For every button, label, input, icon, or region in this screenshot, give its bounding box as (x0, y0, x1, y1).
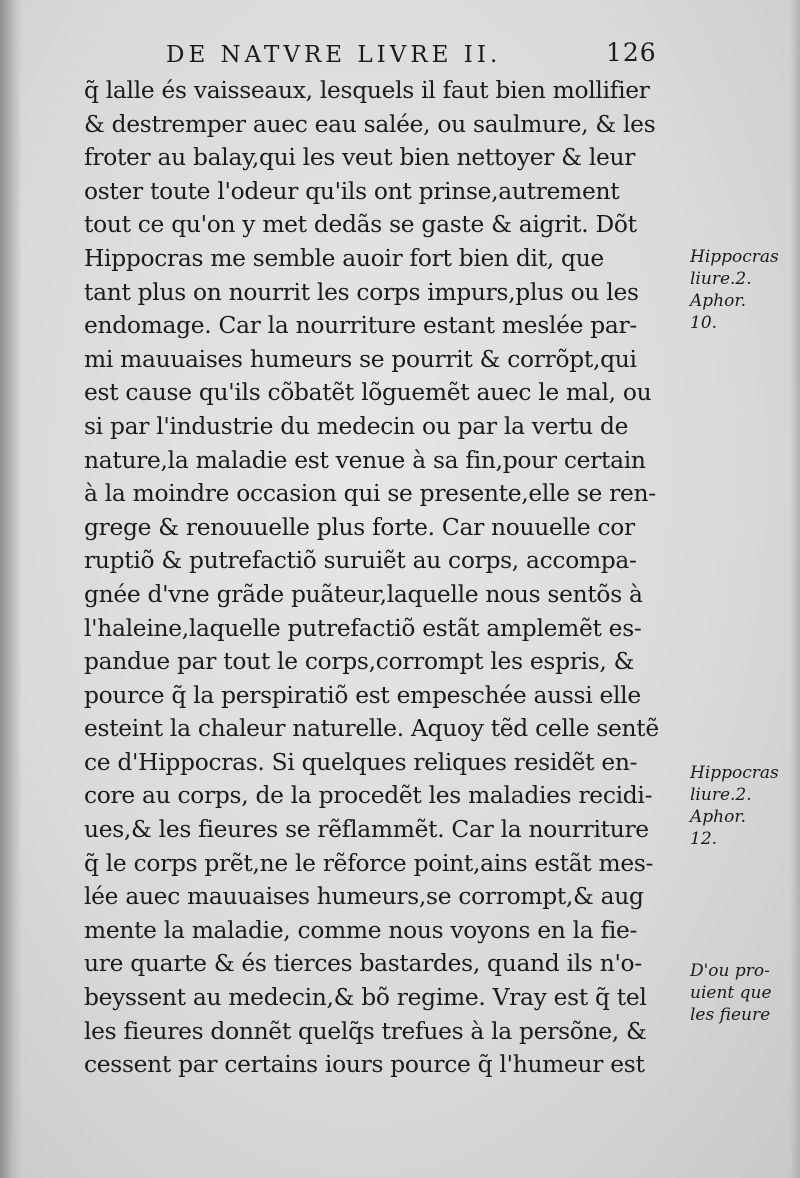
text-line: core au corps, de la procedẽt les maladies recidi- (84, 781, 653, 810)
margin-note-line: uient que (690, 983, 772, 1003)
text-line: l'haleine,laquelle putrefactiõ estãt amplemẽt es- (84, 613, 642, 642)
text-line: nature,la maladie est venue à sa fin,pour certain (84, 445, 646, 474)
text-line: ruptiõ & putrefactiõ suruiẽt au corps, accompa- (84, 546, 637, 575)
running-title: DE NATVRE LIVRE II. (166, 42, 502, 68)
running-header (166, 38, 666, 72)
text-line: cessent par certains iours pource q̃ l'humeur est (84, 1050, 645, 1079)
text-line: ure quarte & és tierces bastardes, quand ils n'o- (84, 949, 642, 978)
text-line: esteint la chaleur naturelle. Aquoy tẽd celle sentẽ (84, 714, 659, 743)
text-line: mi mauuaises humeurs se pourrit & corrõpt,qui (84, 344, 637, 373)
margin-note-line: liure.2. (690, 785, 752, 805)
text-line: beyssent au medecin,& bõ regime. Vray est q̃ tel (84, 983, 647, 1012)
text-line: tout ce qu'on y met dedãs se gaste & aigrit. Dõt (84, 210, 637, 239)
text-line: grege & renouuelle plus forte. Car nouuelle cor (84, 512, 635, 541)
margin-note-line: les fieure (690, 1005, 771, 1025)
text-line: Hippocras me semble auoir fort bien dit, que (84, 243, 604, 272)
text-line: tant plus on nourrit les corps impurs,plus ou les (84, 277, 639, 306)
text-line: q̃ le corps prẽt,ne le rẽforce point,ains estãt mes- (84, 848, 654, 877)
page-gutter-shadow (0, 0, 22, 1178)
text-line: mente la maladie, comme nous voyons en la fie- (84, 915, 638, 944)
margin-note (690, 246, 800, 334)
page-number: 126 (606, 38, 657, 67)
margin-note-line: Aphor. (690, 807, 747, 827)
text-line: & destremper auec eau salée, ou saulmure, & les (84, 109, 656, 138)
text-line: pandue par tout le corps,corrompt les espris, & (84, 647, 635, 676)
text-line: oster toute l'odeur qu'ils ont prinse,autrement (84, 176, 620, 205)
body-text (84, 74, 684, 1082)
text-line: froter au balay,qui les veut bien nettoyer & leur (84, 143, 636, 172)
text-line: à la moindre occasion qui se presente,elle se ren- (84, 479, 656, 508)
text-line: les fieures donnẽt quelq̃s trefues à la persõne, & (84, 1016, 647, 1045)
margin-note-line: 12. (690, 829, 718, 849)
text-line: gnée d'vne grãde puãteur,laquelle nous sentõs à (84, 579, 643, 608)
text-line: pource q̃ la perspiratiõ est empeschée aussi elle (84, 680, 641, 709)
margin-note (690, 762, 800, 850)
margin-note-line: 10. (690, 313, 718, 333)
margin-note-line: Aphor. (690, 291, 747, 311)
margin-note (690, 960, 800, 1026)
margin-note-line: D'ou pro- (690, 961, 770, 981)
text-line: ues,& les fieures se rẽflammẽt. Car la nourriture (84, 815, 649, 844)
margin-note-line: Hippocras (690, 247, 779, 267)
margin-note-line: liure.2. (690, 269, 752, 289)
text-line: q̃ lalle és vaisseaux, lesquels il faut bien mollifier (84, 76, 650, 104)
text-line: ce d'Hippocras. Si quelques reliques residẽt en- (84, 747, 638, 776)
text-line: lée auec mauuaises humeurs,se corrompt,& aug (84, 882, 644, 911)
text-line: endomage. Car la nourriture estant meslée par- (84, 311, 637, 340)
text-line: si par l'industrie du medecin ou par la vertu de (84, 411, 629, 440)
text-line: est cause qu'ils cõbatẽt lõguemẽt auec le mal, ou (84, 378, 652, 407)
margin-note-line: Hippocras (690, 763, 779, 783)
